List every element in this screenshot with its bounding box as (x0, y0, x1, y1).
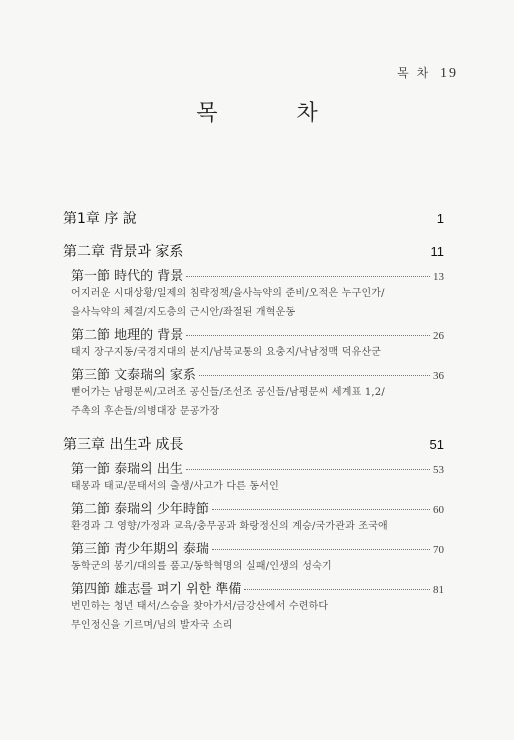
chapter-title: 第1章 序 說 (63, 211, 137, 227)
subtopic-line: 태몽과 태교/문태서의 출생/사고가 다른 동서인 (71, 481, 279, 492)
chapter-block (63, 241, 444, 421)
subtopic-line: 주촉의 후손들/의병대장 문공가장 (71, 406, 220, 417)
section-entry (71, 498, 444, 517)
subtopic-line: 환경과 그 영향/가정과 교육/충무공과 화랑정신의 계승/국가관과 조국애 (71, 521, 388, 532)
section-page-number: 81 (433, 584, 444, 596)
section-entry (71, 538, 444, 557)
section-page-number: 53 (433, 464, 444, 476)
section-title: 第二節 地理的 背景 (71, 328, 184, 343)
section-entry (71, 265, 444, 284)
subtopic-line: 번민하는 청년 태서/스승을 찾아가서/금강산에서 수련하다 (71, 601, 329, 612)
section-page-number: 70 (433, 544, 444, 556)
section-title: 第一節 時代的 背景 (71, 269, 184, 284)
page-title: 목 차 (196, 101, 354, 126)
chapter-title: 第二章 背景과 家系 (63, 244, 184, 260)
section-page-number: 13 (433, 271, 444, 283)
table-of-contents (63, 208, 444, 648)
subtopic-line: 을사늑약의 체결/지도층의 근시안/좌절된 개혁운동 (71, 307, 296, 318)
running-head (397, 64, 458, 82)
leader-dots (212, 509, 430, 510)
chapter-heading (63, 208, 444, 228)
chapter-page-number: 11 (430, 244, 444, 259)
leader-dots (186, 276, 430, 277)
running-head-label: 목 차 (397, 66, 431, 80)
subtopic-line: 뻗어가는 남평문씨/고려조 공신들/조선조 공신들/남평문씨 세계표 1,2/ (71, 387, 385, 398)
chapter-heading (63, 241, 444, 261)
chapter-page-number: 51 (429, 437, 444, 452)
chapter-heading (63, 434, 444, 454)
section-title: 第三節 靑少年期의 泰瑞 (71, 542, 209, 557)
section-title: 第一節 泰瑞의 出生 (71, 462, 183, 477)
subtopic-line: 태지 장구지동/국경지대의 분지/남북교통의 요충지/낙남정맥 덕유산군 (71, 347, 382, 358)
section-title: 第三節 文泰瑞의 家系 (71, 368, 196, 383)
chapter-page-number: 1 (436, 211, 444, 226)
running-head-page-number: 19 (440, 66, 458, 81)
chapter-title: 第三章 出生과 成長 (63, 437, 184, 453)
section-entry (71, 458, 444, 477)
leader-dots (244, 589, 430, 590)
section-page-number: 36 (433, 370, 444, 382)
section-title: 第四節 雄志를 펴기 위한 準備 (71, 582, 242, 597)
subtopic-line: 어지러운 시대상황/일제의 침략정책/을사늑약의 준비/오적은 누구인가/ (71, 288, 385, 299)
section-entry (71, 364, 444, 383)
leader-dots (212, 549, 430, 550)
section-page-number: 26 (433, 330, 444, 342)
section-title: 第二節 泰瑞의 少年時節 (71, 502, 209, 517)
leader-dots (186, 469, 430, 470)
chapter-block (63, 208, 444, 228)
leader-dots (186, 335, 430, 336)
leader-dots (199, 375, 430, 376)
section-entry (71, 578, 444, 597)
subtopic-line: 동학군의 봉기/대의를 품고/동학혁명의 실패/인생의 성숙기 (71, 561, 332, 572)
subtopic-line: 무인정신을 기르며/님의 발자국 소리 (71, 620, 233, 631)
chapter-block (63, 434, 444, 635)
section-entry (71, 324, 444, 343)
section-page-number: 60 (433, 504, 444, 516)
